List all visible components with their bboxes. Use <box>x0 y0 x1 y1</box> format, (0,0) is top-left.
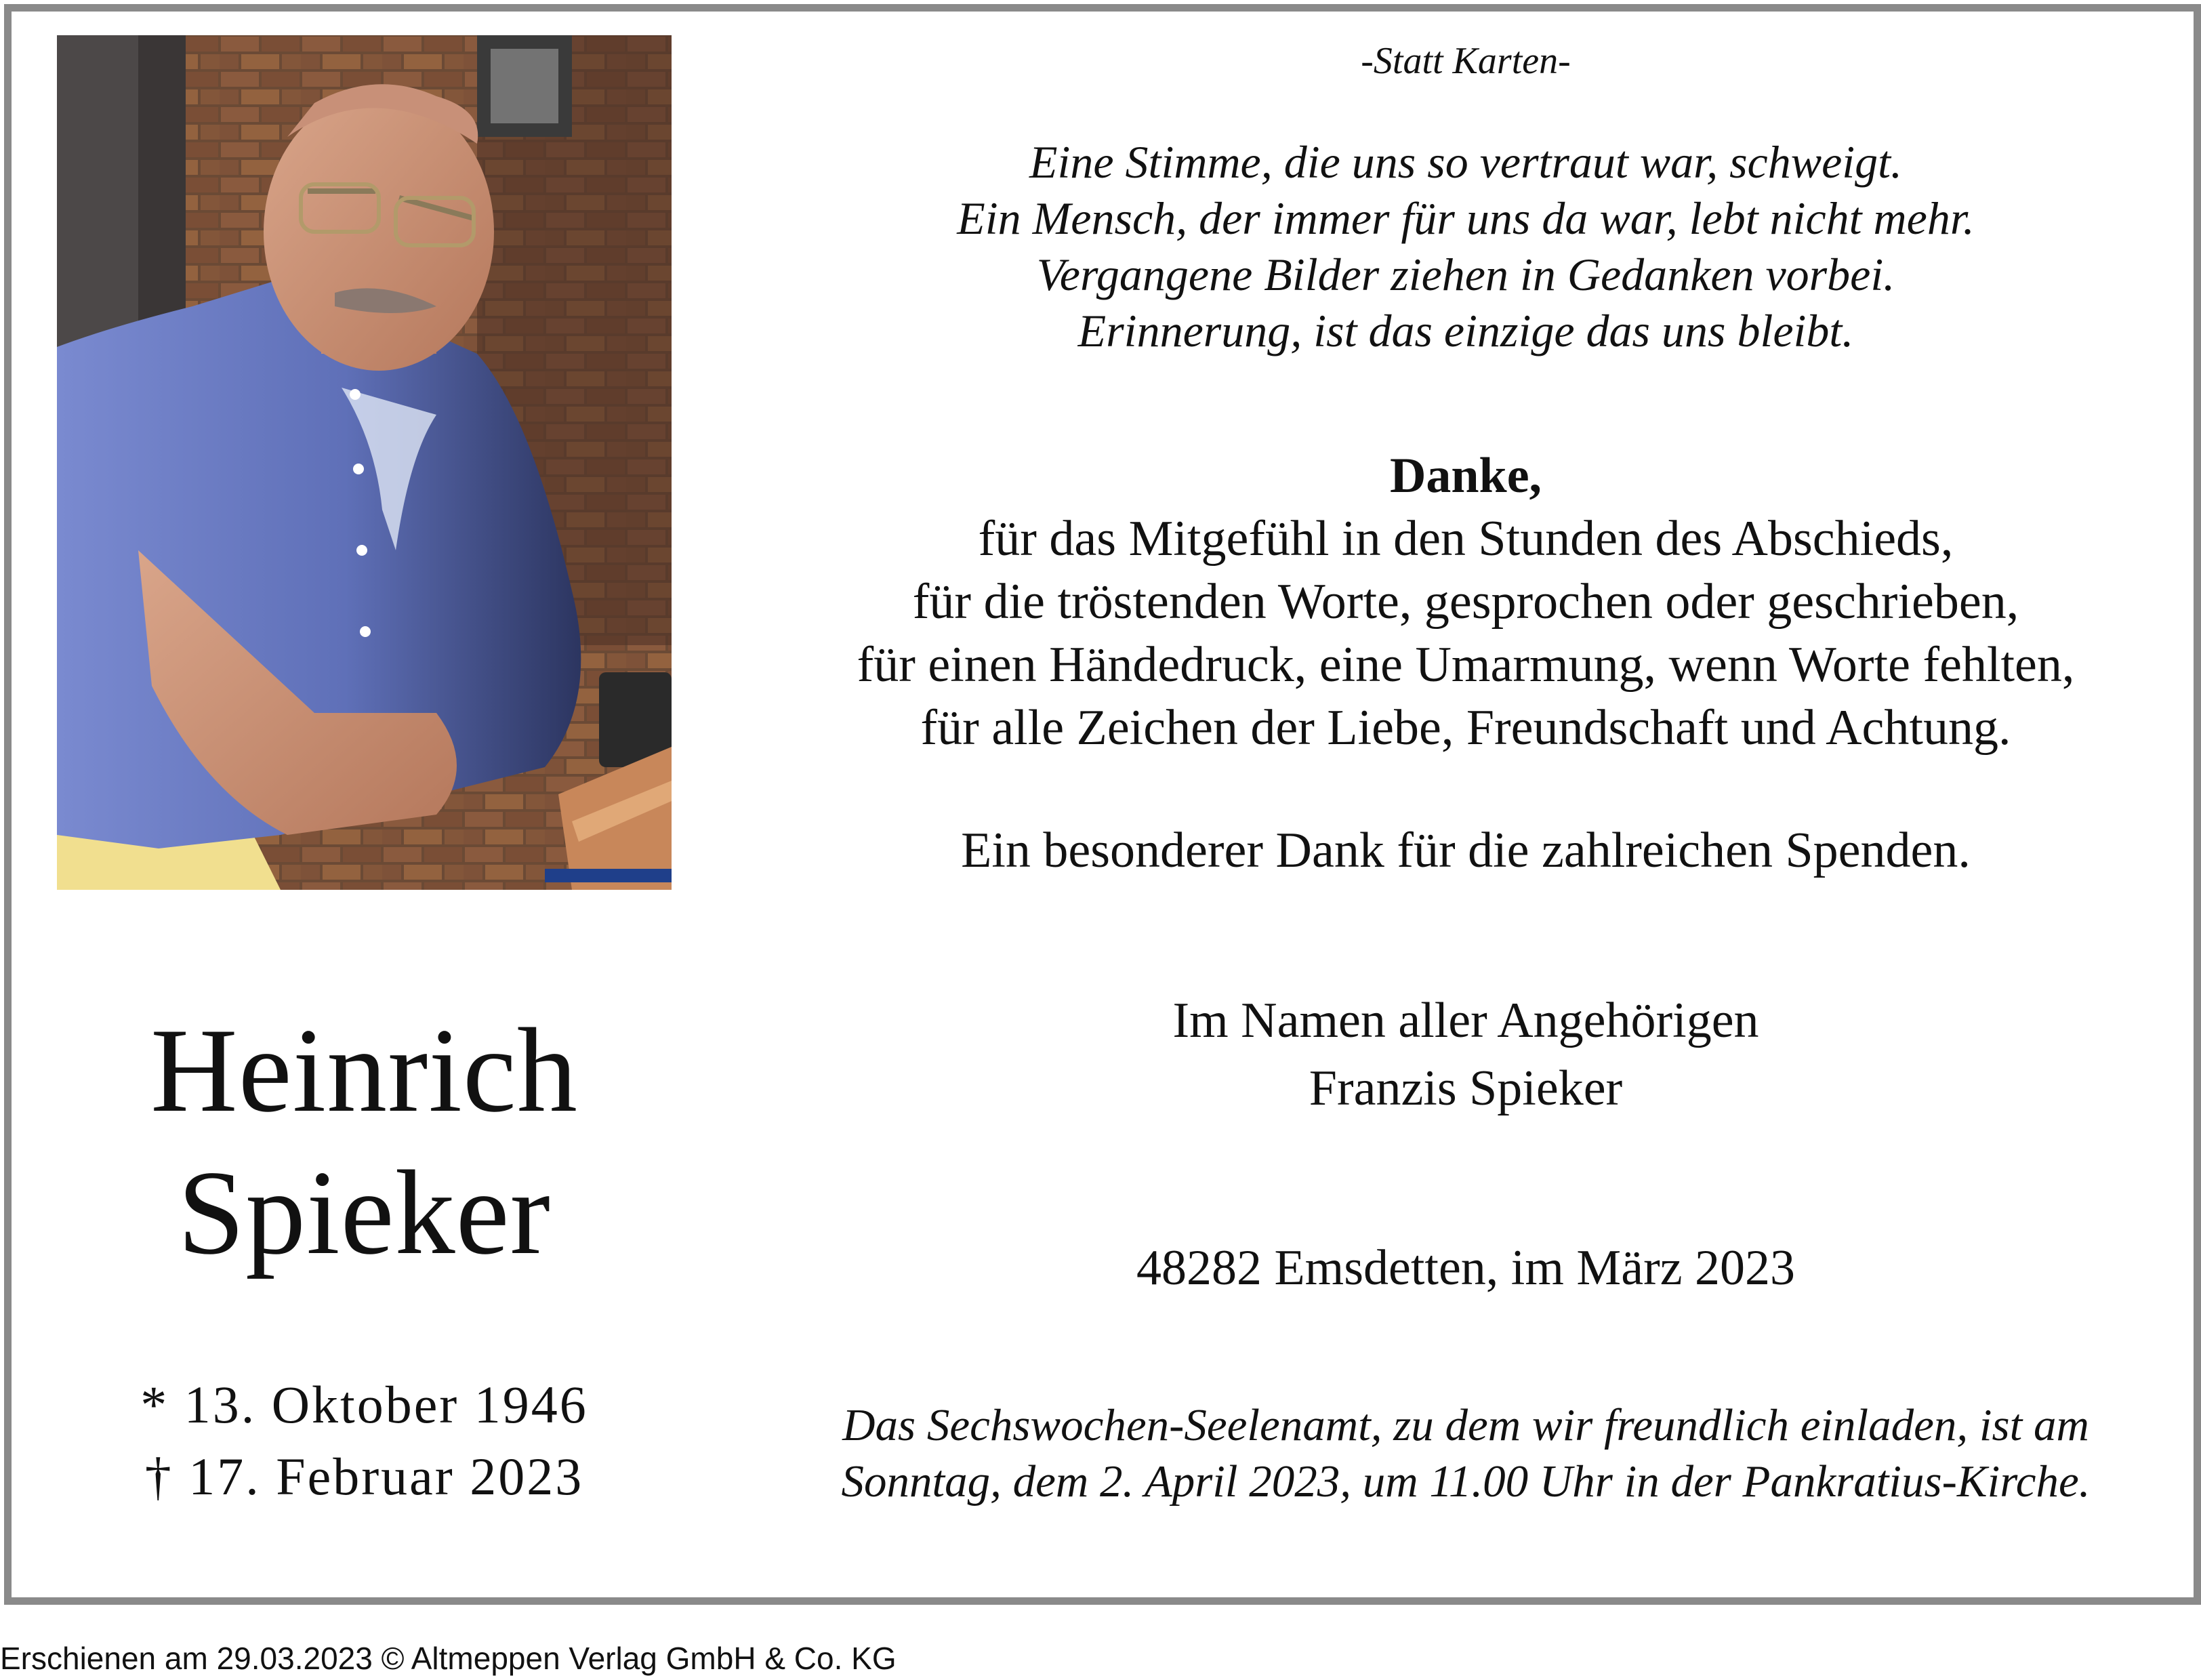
poem-line: Vergangene Bilder ziehen in Gedanken vorbei. <box>1036 249 1895 300</box>
place-and-date: 48282 Emsdetten, im März 2023 <box>1136 1240 1796 1296</box>
thanks-line: für einen Händedruck, eine Umarmung, wenn Worte fehlten, <box>857 637 2075 693</box>
mass-announcement <box>745 1397 2186 1510</box>
publication-footer: Erschienen am 29.03.2023 © Altmeppen Verlag GmbH & Co. KG <box>0 1641 897 1676</box>
poem-line: Ein Mensch, der immer für uns da war, lebt nicht mehr. <box>957 192 1975 244</box>
statt-karten-label: -Statt Karten- <box>1361 40 1571 82</box>
thanks-block <box>745 445 2186 760</box>
thanks-line: für die tröstenden Worte, gesprochen oder geschrieben, <box>912 574 2019 630</box>
birth-date: * 13. Oktober 1946 <box>140 1375 588 1434</box>
thanks-line: für alle Zeichen der Liebe, Freundschaft und Achtung. <box>920 700 2011 756</box>
deceased-first-name: Heinrich <box>150 1003 578 1137</box>
deceased-last-name: Spieker <box>178 1145 551 1279</box>
thanks-heading: Danke, <box>1389 448 1542 504</box>
death-date: † 17. Februar 2023 <box>144 1447 584 1506</box>
family-name: Franzis Spieker <box>1309 1061 1623 1116</box>
thanks-line: für das Mitgefühl in den Stunden des Abschieds, <box>978 511 1954 567</box>
mass-line: Das Sechswochen-Seelenamt, zu dem wir freundlich einladen, ist am <box>842 1400 2089 1450</box>
family-intro: Im Namen aller Angehörigen <box>1172 993 1759 1048</box>
portrait-photo <box>57 35 672 890</box>
memorial-poem <box>745 134 2186 359</box>
family-signature <box>745 987 2186 1122</box>
special-thanks: Ein besonderer Dank für die zahlreichen Spenden. <box>961 823 1971 878</box>
poem-line: Eine Stimme, die uns so vertraut war, schweigt. <box>1029 136 1903 188</box>
poem-line: Erinnerung, ist das einzige das uns bleibt. <box>1077 305 1854 356</box>
mass-line: Sonntag, dem 2. April 2023, um 11.00 Uhr in der Pankratius-Kirche. <box>841 1456 2091 1507</box>
